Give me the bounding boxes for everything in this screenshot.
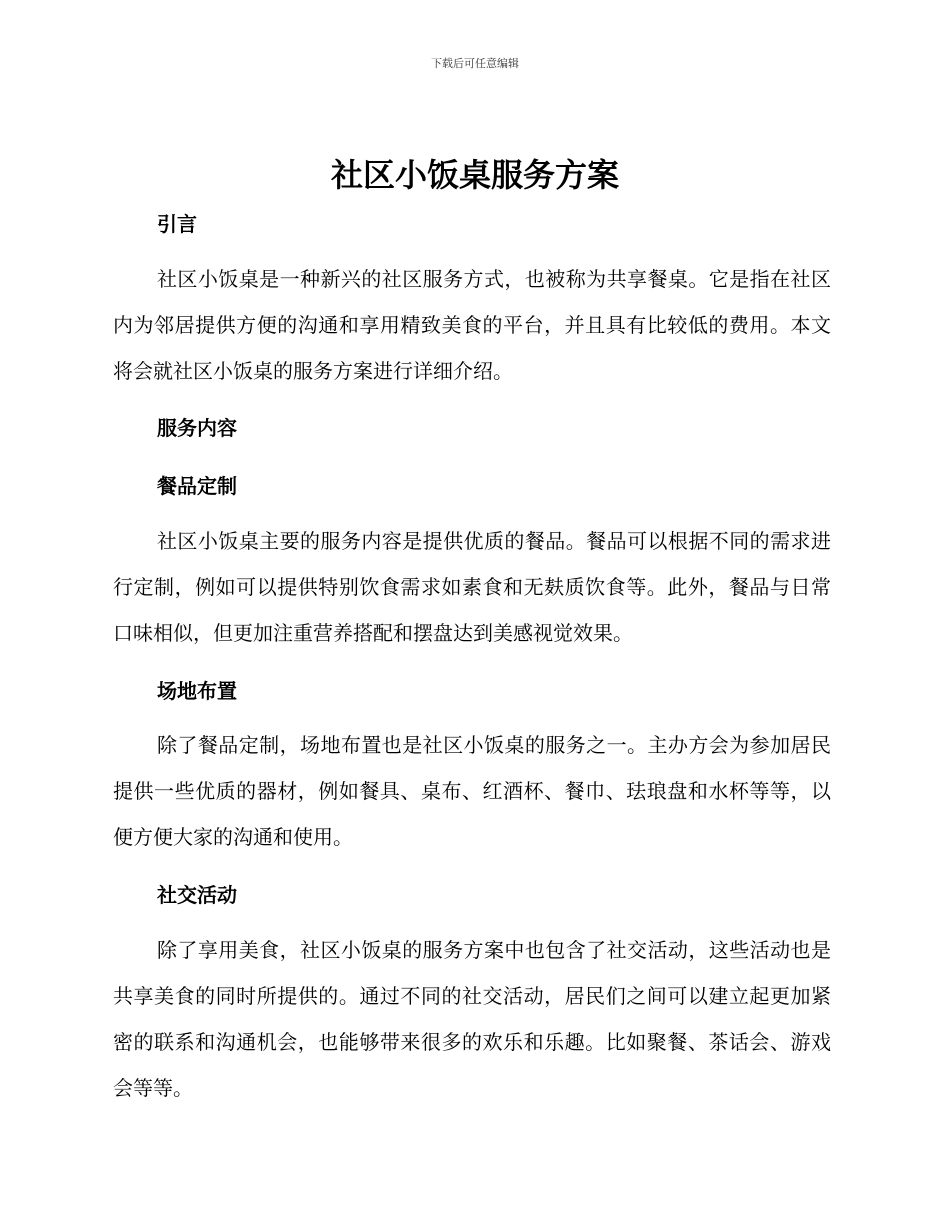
paragraph-venue-setup: 除了餐品定制，场地布置也是社区小饭桌的服务之一。主办方会为参加居民提供一些优质的器材，例如餐具、桌布、红酒杯、餐巾、珐琅盘和水杯等等，以便方便大家的沟通和使用。 [113, 733, 831, 849]
paragraph-intro: 社区小饭桌是一种新兴的社区服务方式，也被称为共享餐桌。它是指在社区内为邻居提供方便的沟通和享用精致美食的平台，并且具有比较低的费用。本文将会就社区小饭桌的服务方案进行详细介绍。 [113, 267, 831, 383]
heading-social-activities: 社交活动 [157, 883, 237, 907]
paragraph-social-activities: 除了享用美食，社区小饭桌的服务方案中也包含了社交活动，这些活动也是共享美食的同时所提供的。通过不同的社交活动，居民们之间可以建立起更加紧密的联系和沟通机会，也能够带来很多的欢乐和乐趣。比如聚餐、茶话会、游戏会等等。 [113, 938, 831, 1100]
heading-venue-setup: 场地布置 [157, 679, 237, 703]
paragraph-meal-customization: 社区小饭桌主要的服务内容是提供优质的餐品。餐品可以根据不同的需求进行定制，例如可以提供特别饮食需求如素食和无麸质饮食等。此外，餐品与日常口味相似，但更加注重营养搭配和摆盘达到美感视觉效果。 [113, 529, 831, 645]
header-note: 下载后可任意编辑 [431, 57, 519, 70]
heading-service-content: 服务内容 [157, 416, 237, 440]
document-title: 社区小饭桌服务方案 [330, 156, 619, 194]
heading-intro: 引言 [157, 212, 197, 236]
heading-meal-customization: 餐品定制 [157, 474, 237, 498]
